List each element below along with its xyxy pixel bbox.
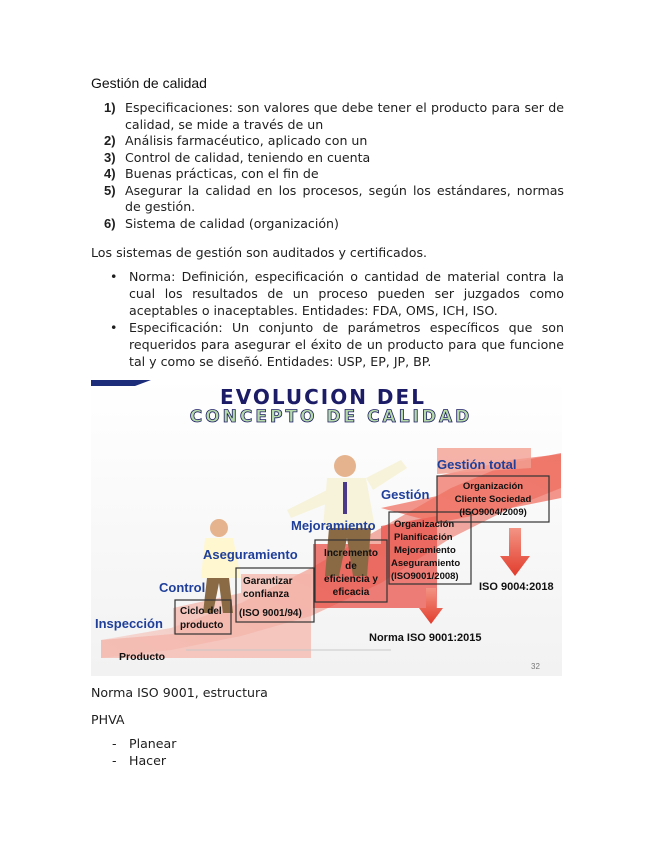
dash-item bbox=[112, 752, 176, 769]
bullet-text: Norma: Definición, especificación o cantidad de material contra la cual los resultados de un proceso pueden ser juzgados como aceptables o inaceptables. Entidades: FDA, OMS, ICH, ISO. bbox=[129, 269, 564, 318]
label-gestion-total: Gestión total bbox=[437, 457, 517, 472]
box-ciclo-line2: producto bbox=[180, 620, 224, 631]
label-gestion: Gestión bbox=[381, 487, 430, 502]
list-number: 5) bbox=[104, 182, 116, 198]
list-text: Sistema de calidad (organización) bbox=[125, 215, 339, 231]
label-iso-9004: ISO 9004:2018 bbox=[479, 581, 554, 593]
box-incremento-line4: eficacia bbox=[332, 587, 370, 598]
bullet-list bbox=[107, 268, 564, 370]
list-number: 1) bbox=[104, 100, 116, 115]
list-number: 3) bbox=[104, 149, 116, 165]
paragraph-phva: PHVA bbox=[91, 712, 125, 727]
box-soc-line2: Cliente Sociedad bbox=[454, 494, 532, 505]
numbered-list bbox=[104, 100, 564, 232]
quality-evolution-svg bbox=[91, 378, 562, 676]
list-text: Análisis farmacéutico, aplicado con un bbox=[125, 133, 368, 148]
list-number: 6) bbox=[104, 215, 116, 231]
section-heading: Gestión de calidad bbox=[91, 75, 207, 91]
list-item bbox=[104, 183, 564, 216]
list-text: Buenas prácticas, con el fin de bbox=[125, 166, 319, 181]
box-org-line5: (ISO9001/2008) bbox=[391, 571, 459, 582]
figure-title-line2: CONCEPTO DE CALIDAD bbox=[189, 407, 473, 427]
box-soc-line3: (ISO9004/2009) bbox=[459, 507, 527, 518]
box-garantizar-line3: (ISO 9001/94) bbox=[239, 608, 302, 619]
bullet-symbol: • bbox=[110, 269, 118, 284]
list-item bbox=[104, 216, 564, 233]
list-text: Asegurar la calidad en los procesos, según los estándares, normas de gestión. bbox=[125, 182, 564, 214]
dash-symbol: - bbox=[112, 736, 117, 751]
list-item bbox=[104, 133, 564, 150]
paragraph-management-systems: Los sistemas de gestión son auditados y certificados. bbox=[91, 245, 428, 260]
quality-evolution-figure bbox=[91, 378, 562, 676]
box-org-line1: Organización bbox=[394, 519, 455, 530]
figure-title-line1: EVOLUCION DEL bbox=[220, 385, 426, 409]
list-item bbox=[104, 100, 564, 133]
bullet-item bbox=[107, 319, 564, 370]
label-aseguramiento: Aseguramiento bbox=[203, 547, 298, 562]
box-ciclo-line1: Ciclo del bbox=[180, 606, 222, 617]
label-norma-2015: Norma ISO 9001:2015 bbox=[369, 632, 482, 644]
list-number: 2) bbox=[104, 133, 116, 148]
box-incremento-line2: de bbox=[345, 561, 357, 572]
figure-page-number: 32 bbox=[531, 662, 540, 671]
label-producto: Producto bbox=[119, 651, 166, 663]
list-text: Control de calidad, teniendo en cuenta bbox=[125, 149, 371, 165]
box-soc-line1: Organización bbox=[462, 481, 524, 492]
paragraph-iso-structure: Norma ISO 9001, estructura bbox=[91, 685, 268, 700]
dash-text: Hacer bbox=[129, 753, 167, 768]
dash-symbol: - bbox=[112, 753, 117, 768]
box-org-line3: Mejoramiento bbox=[394, 545, 456, 556]
label-control: Control bbox=[159, 580, 206, 595]
box-org-line2: Planificación bbox=[394, 532, 453, 543]
bullet-item bbox=[107, 268, 564, 319]
box-garantizar-line2: confianza bbox=[243, 589, 290, 600]
bullet-text: Especificación: Un conjunto de parámetros específicos que son requeridos para asegurar el éxito de un producto para que funcione tal y como se diseñó. Entidades: USP, EP, JP, BP. bbox=[129, 320, 564, 369]
list-item bbox=[104, 166, 564, 183]
dash-item bbox=[112, 735, 176, 752]
box-org-line4: Aseguramiento bbox=[391, 558, 461, 569]
list-text: Especificaciones: son valores que debe tener el producto para ser de calidad, se mide a través de un bbox=[125, 100, 564, 132]
list-item bbox=[104, 150, 564, 167]
label-inspeccion: Inspección bbox=[95, 616, 163, 631]
box-garantizar-line1: Garantizar bbox=[243, 576, 293, 587]
bullet-symbol: • bbox=[110, 320, 118, 335]
box-incremento-line3: eficiencia y bbox=[324, 574, 378, 585]
list-number: 4) bbox=[104, 166, 116, 181]
box-incremento-line1: Incremento bbox=[324, 548, 378, 559]
label-mejoramiento: Mejoramiento bbox=[291, 518, 376, 533]
dash-list bbox=[112, 735, 176, 769]
dash-text: Planear bbox=[129, 736, 177, 751]
